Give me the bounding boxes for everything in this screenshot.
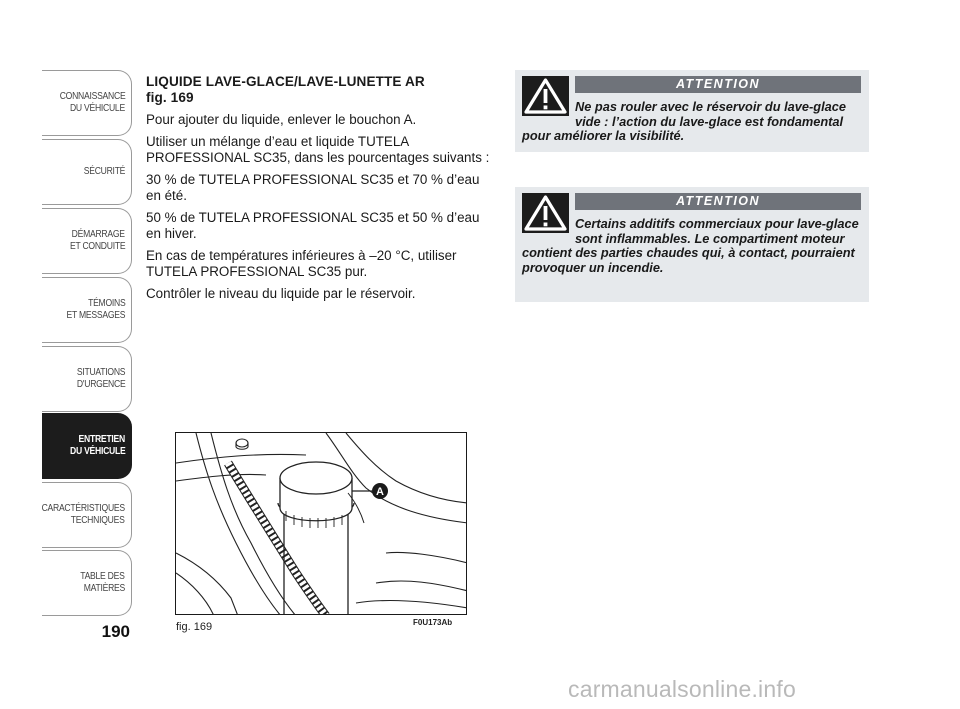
tab-label: DÉMARRAGE <box>71 229 125 240</box>
section-body <box>146 74 496 308</box>
tab-label: TÉMOINS <box>87 298 125 309</box>
paragraph: Contrôler le niveau du liquide par le réservoir. <box>146 286 416 301</box>
attention-text-content: Certains additifs commerciaux pour lave-glace sont inflammables. Le compartiment moteur contient des parties chaudes qui, à contact, pourraient provoquer un incendie. <box>522 216 859 275</box>
callout-label: A <box>376 486 384 498</box>
tab-label: ET CONDUITE <box>69 241 125 252</box>
tab-label: DU VÉHICULE <box>70 103 125 114</box>
figure-caption: fig. 169 <box>176 621 213 633</box>
tab-label: ENTRETIEN <box>78 434 125 445</box>
tab-label: CONNAISSANCE <box>59 91 125 102</box>
reservoir-illustration <box>176 433 467 615</box>
attention-text <box>522 217 862 275</box>
figure-washer-reservoir <box>175 432 467 615</box>
attention-box <box>515 187 869 302</box>
tab-label: TECHNIQUES <box>71 515 125 526</box>
attention-text-content: Ne pas rouler avec le réservoir du lave-glace vide : l’action du lave-glace est fondamental pour améliorer la visibilité. <box>522 99 847 143</box>
tab-table-des-matieres[interactable] <box>42 550 132 616</box>
tab-label: SÉCURITÉ <box>83 166 125 177</box>
tab-demarrage[interactable] <box>42 208 132 274</box>
tab-connaissance[interactable] <box>42 70 132 136</box>
attention-label: ATTENTION <box>575 76 861 93</box>
paragraph: 50 % de TUTELA PROFESSIONAL SC35 et 50 % d’eau en hiver. <box>146 210 480 241</box>
tab-label: D'URGENCE <box>76 379 125 390</box>
page-number: 190 <box>101 622 130 641</box>
attention-label: ATTENTION <box>575 193 861 210</box>
paragraph: En cas de températures inférieures à –20 °C, utiliser TUTELA PROFESSIONAL SC35 pur. <box>146 248 457 279</box>
tab-label: ET MESSAGES <box>66 310 125 321</box>
tab-label: CARACTÉRISTIQUES <box>41 503 125 514</box>
tab-temoins[interactable] <box>42 277 132 343</box>
paragraph: Pour ajouter du liquide, enlever le bouchon A. <box>146 112 417 127</box>
tab-caracteristiques[interactable] <box>42 482 132 548</box>
watermark: carmanualsonline.info <box>568 676 796 702</box>
figure-code: F0U173Ab <box>413 618 453 627</box>
section-title-text: LIQUIDE LAVE-GLACE/LAVE-LUNETTE AR <box>146 74 425 89</box>
attention-text <box>522 100 862 144</box>
section-title-figref: fig. 169 <box>146 90 194 105</box>
tab-label: SITUATIONS <box>76 367 125 378</box>
paragraph: 30 % de TUTELA PROFESSIONAL SC35 et 70 % d’eau en été. <box>146 172 480 203</box>
tab-situations[interactable] <box>42 346 132 412</box>
tab-label: MATIÈRES <box>83 583 125 594</box>
paragraph: Utiliser un mélange d’eau et liquide TUTELA PROFESSIONAL SC35, dans les pourcentages suivants : <box>146 134 490 165</box>
attention-box <box>515 70 869 152</box>
tab-label: DU VÉHICULE <box>69 446 125 457</box>
tab-label: TABLE DES <box>80 571 125 582</box>
section-title <box>146 74 496 106</box>
tab-securite[interactable] <box>42 139 132 205</box>
tab-entretien[interactable] <box>42 413 132 479</box>
